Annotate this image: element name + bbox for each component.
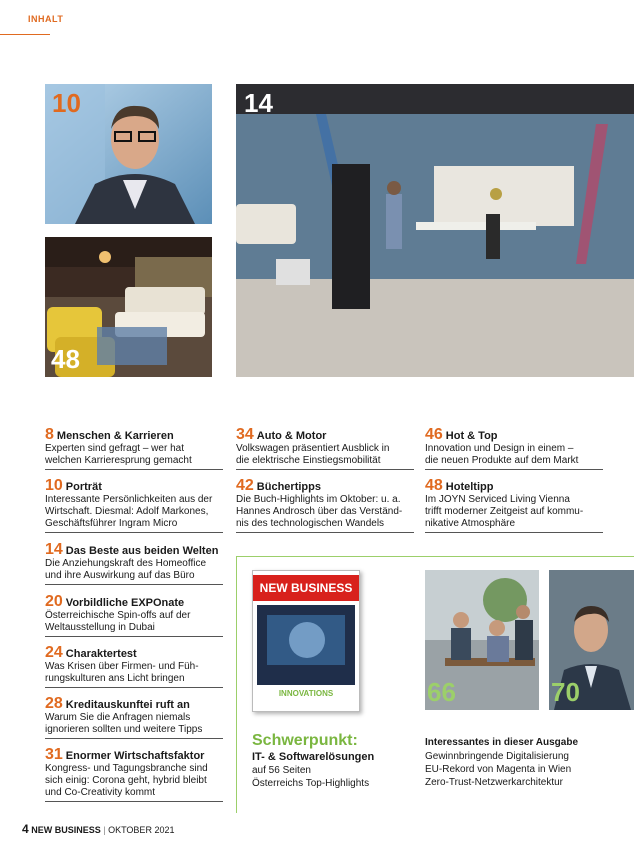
toc-num: 42 xyxy=(236,477,254,494)
toc-desc: Österreichische Spin-offs auf der Weltausstellung in Dubai xyxy=(45,610,223,637)
highlights-heading: Interessantes in dieser Ausgabe xyxy=(425,737,579,748)
toc-desc: Die Buch-Highlights im Oktober: u. a. Hannes Androsch über das Verständ- nis des technologischen Wandels xyxy=(236,494,414,533)
schwerpunkt-line2: Österreichs Top-Highlights xyxy=(252,778,370,789)
page-badge-70: 70 xyxy=(551,677,580,707)
header-rule xyxy=(0,34,50,35)
toc-num: 34 xyxy=(236,426,254,443)
toc-desc: Kongress- und Tagungsbranche sind sich einig: Corona geht, hybrid bleibt und Co-Creativity kommt xyxy=(45,763,223,802)
schwerpunkt-subtitle: IT- & Softwarelösungen xyxy=(252,751,375,763)
toc-entry-24[interactable] xyxy=(45,646,223,688)
footer-issue: OKTOBER 2021 xyxy=(108,825,175,835)
toc-entry-48[interactable] xyxy=(425,479,603,533)
photo-portrait xyxy=(45,84,212,224)
toc-title: Kreditauskunftei ruft an xyxy=(65,699,190,711)
toc-title: Hoteltipp xyxy=(445,481,494,493)
photo-office xyxy=(236,84,634,377)
toc-desc: Innovation und Design in einem – die neuen Produkte auf dem Markt xyxy=(425,443,603,470)
section-label: INHALT xyxy=(28,14,64,24)
schwerpunkt-line1: auf 56 Seiten xyxy=(252,765,311,776)
toc-title: Menschen & Karrieren xyxy=(56,430,174,442)
page-badge-14: 14 xyxy=(244,88,273,118)
toc-num: 31 xyxy=(45,746,63,763)
toc-entry-8[interactable] xyxy=(45,428,223,470)
schwerpunkt-heading: Schwerpunkt: xyxy=(252,732,358,749)
toc-num: 46 xyxy=(425,426,443,443)
toc-title: Büchertipps xyxy=(256,481,321,493)
toc-entry-14[interactable] xyxy=(45,543,223,585)
toc-entry-31[interactable] xyxy=(45,748,223,802)
page-number: 4 xyxy=(22,822,29,836)
toc-num: 20 xyxy=(45,593,63,610)
photo-team-meeting xyxy=(425,570,539,710)
toc-num: 10 xyxy=(45,477,63,494)
toc-entry-28[interactable] xyxy=(45,697,223,739)
toc-num: 24 xyxy=(45,644,63,661)
toc-entry-34[interactable] xyxy=(236,428,414,470)
page-badge-66: 66 xyxy=(427,677,456,707)
toc-num: 48 xyxy=(425,477,443,494)
magazine-cover[interactable] xyxy=(252,570,360,712)
magazine-title: NEW BUSINESS xyxy=(253,575,359,601)
toc-desc: Experten sind gefragt – wer hat welchen Karrieresprung gemacht xyxy=(45,443,223,470)
toc-entry-10[interactable] xyxy=(45,479,223,533)
highlight-item-1: Gewinnbringende Digitalisierung xyxy=(425,751,569,762)
highlight-item-3: Zero-Trust-Netzwerkarchitektur xyxy=(425,777,563,788)
highlight-item-2: EU-Rekord von Magenta in Wien xyxy=(425,764,572,775)
toc-desc: Was Krisen über Firmen- und Füh- rungskulturen ans Licht bringen xyxy=(45,661,223,688)
toc-entry-46[interactable] xyxy=(425,428,603,470)
toc-desc: Die Anziehungskraft des Homeoffice und ihre Auswirkung auf das Büro xyxy=(45,558,223,585)
toc-entry-20[interactable] xyxy=(45,595,223,637)
toc-title: Porträt xyxy=(65,481,102,493)
toc-title: Vorbildliche EXPOnate xyxy=(65,597,185,609)
magazine-cover-label: INNOVATIONS xyxy=(278,689,334,698)
page-badge-10: 10 xyxy=(52,88,81,118)
footer-separator: | xyxy=(103,825,106,835)
photo-hotel-lounge xyxy=(45,237,212,377)
page-badge-48: 48 xyxy=(51,344,80,374)
toc-num: 14 xyxy=(45,541,63,558)
toc-title: Enormer Wirtschaftsfaktor xyxy=(65,750,205,762)
footer-brand: NEW BUSINESS xyxy=(31,825,101,835)
toc-desc: Warum Sie die Anfragen niemals ignorieren sollten und weitere Tipps xyxy=(45,712,223,739)
toc-num: 8 xyxy=(45,426,54,443)
toc-title: Hot & Top xyxy=(445,430,498,442)
toc-title: Das Beste aus beiden Welten xyxy=(65,545,219,557)
toc-desc: Volkswagen präsentiert Ausblick in die elektrische Einstiegsmobilität xyxy=(236,443,414,470)
toc-entry-42[interactable] xyxy=(236,479,414,533)
photo-portrait-2 xyxy=(549,570,634,710)
toc-desc: Interessante Persönlichkeiten aus der Wirtschaft. Diesmal: Adolf Markones, Geschäftsführer Ingram Micro xyxy=(45,494,223,533)
page-footer xyxy=(22,822,174,836)
toc-desc: Im JOYN Serviced Living Vienna trifft moderner Zeitgeist auf kommu- nikative Atmosphäre xyxy=(425,494,603,533)
toc-title: Auto & Motor xyxy=(256,430,327,442)
toc-num: 28 xyxy=(45,695,63,712)
toc-title: Charaktertest xyxy=(65,648,137,660)
